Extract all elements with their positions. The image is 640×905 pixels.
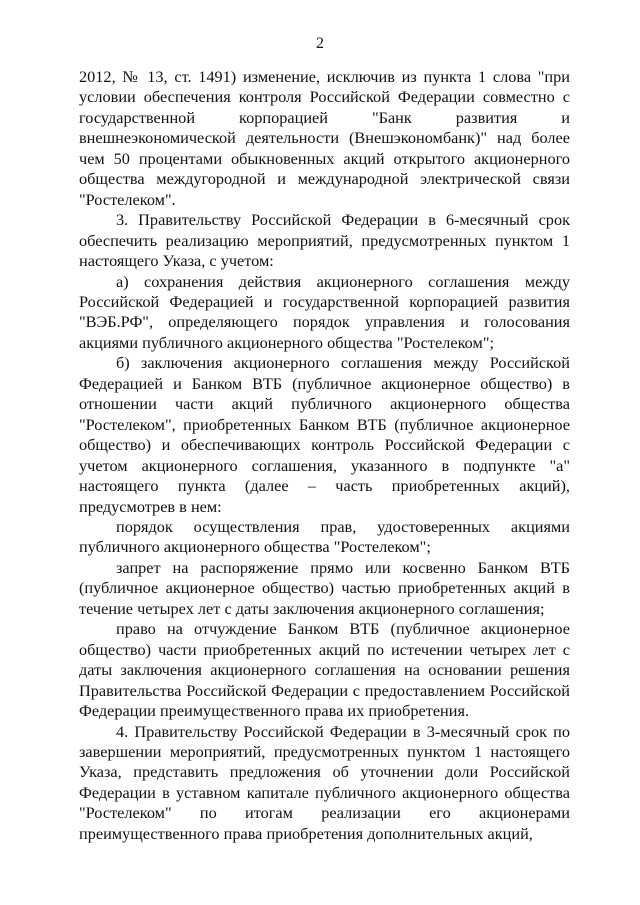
page-number: 2 xyxy=(316,35,324,52)
paragraph-item-3: 3. Правительству Российской Федерации в 6-месячный срок обеспечить реализацию мероприятий, предусмотренных пунктом 1 настоящего Указа, с учетом: xyxy=(79,210,570,271)
paragraph-intro-continuation: 2012, № 13, ст. 1491) изменение, исключив из пункта 1 слова "при условии обеспечения контроля Российской Федерации совместно с государственной корпорацией "Банк развития и внешнеэкономической деятельности (Внешэкономбанк)" над более чем 50 процентами обыкновенных акций открытого акционерного общества междугородной и международной электрической связи "Ростелеком". xyxy=(79,67,570,209)
paragraph-item-4: 4. Правительству Российской Федерации в 3-месячный срок по завершении мероприятий, предусмотренных пунктом 1 настоящего Указа, представить предложения об уточнении доли Российской Федерации в уставном капитале публичного акционерного общества "Ростелеком" по итогам реализации его акционерами преимущественного права приобретения дополнительных акций, xyxy=(79,721,570,843)
paragraph-provision-rights: порядок осуществления прав, удостоверенных акциями публичного акционерного общества "Ростелеком"; xyxy=(79,516,570,557)
paragraph-subitem-a: а) сохранения действия акционерного соглашения между Российской Федерацией и государственной корпорацией развития "ВЭБ.РФ", определяющего порядок управления и голосования акциями публичного акционерного общества "Ростелеком"; xyxy=(79,271,570,352)
paragraph-provision-alienation: право на отчуждение Банком ВТБ (публичное акционерное общество) части приобретенных акций по истечении четырех лет с даты заключения акционерного соглашения на основании решения Правительства Российской Федерации с предоставлением Российской Федерации преимущественного права их приобретения. xyxy=(79,619,570,721)
paragraph-provision-ban: запрет на распоряжение прямо или косвенно Банком ВТБ (публичное акционерное общество) частью приобретенных акций в течение четырех лет с даты заключения акционерного соглашения; xyxy=(79,557,570,618)
paragraph-subitem-b: б) заключения акционерного соглашения между Российской Федерацией и Банком ВТБ (публичное акционерное общество) в отношении части акций публичного акционерного общества "Ростелеком", приобретенных Банком ВТБ (публичное акционерное общество) и обеспечивающих контроль Российской Федерации с учетом акционерного соглашения, указанного в подпункте "а" настоящего пункта (далее – часть приобретенных акций), предусмотрев в нем: xyxy=(79,353,570,516)
document-body xyxy=(79,67,570,844)
